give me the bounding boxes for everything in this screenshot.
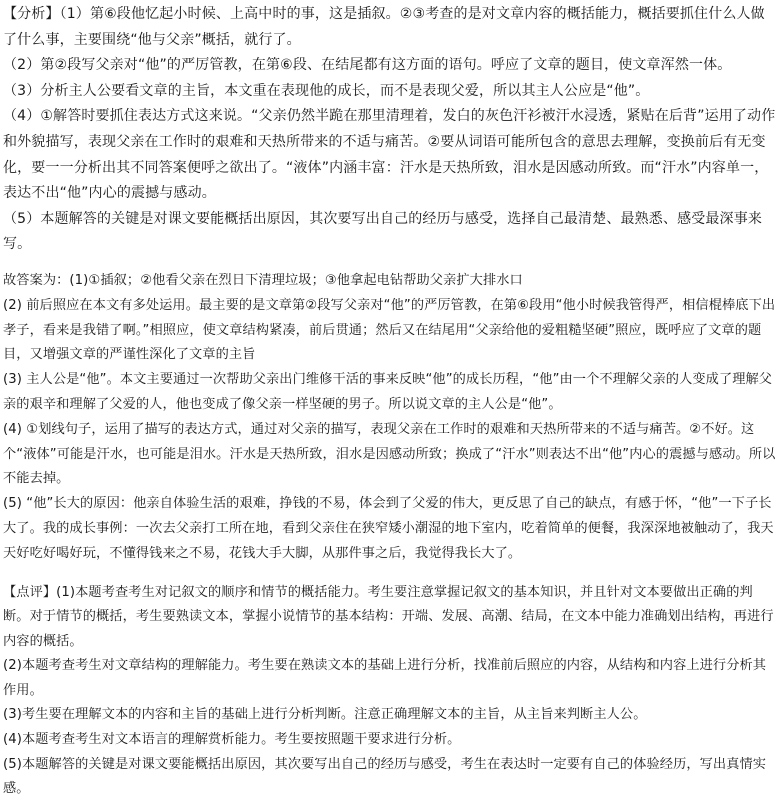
answer-paragraph-4: (4) ①划线句子，运用了描写的表达方式，通过对父亲的描写，表现父亲在工作时的艰难和天热所带来的不适与痛苦。②不好。这个“液体”可能是汗水，也可能是泪水。汗水是天热所致，泪水是因感动所致；换成了“汗水”则表达不出“他”内心的震撼与感动。所以不能去掉。 bbox=[3, 421, 776, 487]
comment-section bbox=[3, 581, 776, 802]
answer-paragraph-1: 故答案为：(1)①插叙；②他看父亲在烈日下清理垃圾；③他拿起电钻帮助父亲扩大排水口 bbox=[3, 272, 523, 288]
analysis-paragraph-2: （2）第②段写父亲对“他”的严厉管教，在第⑥段、在结尾都有这方面的语句。呼应了文章的题目，使文章浑然一体。 bbox=[3, 57, 732, 74]
section-gap bbox=[3, 258, 776, 269]
answer-section bbox=[3, 269, 776, 567]
analysis-section bbox=[3, 2, 776, 258]
analysis-paragraph-4: （4）①解答时要抓住表达方式这来说。“父亲仍然半跪在那里清理着，发白的灰色汗衫被汗水浸透，紧贴在后背”运用了动作和外貌描写，表现父亲在工作时的艰难和天热所带来的不适与痛苦。②要从词语可能所包含的意思去理解，变换前后有无变化，要一一分析出其不同答案便呼之欲出了。“液体”内涵丰富：汗水是天热所致，泪水是因感动所致。而“汗水”内容单一，表达不出“他”内心的震撼与感动。 bbox=[3, 108, 776, 202]
answer-paragraph-5: (5) “他”长大的原因：他亲自体验生活的艰难，挣钱的不易，体会到了父爱的伟大，更反思了自己的缺点，有感于怀，“他”一下子长大了。我的成长事例：一次去父亲打工所在地，看到父亲住在狭窄矮小潮湿的地下室内，吃着简单的便餐，我深深地被触动了，我天天好吃好喝好玩，不懂得钱来之不易，花钱大手大脚，从那件事之后，我觉得我长大了。 bbox=[3, 496, 774, 561]
comment-paragraph-1: 【点评】(1)本题考查考生对记叙文的顺序和情节的概括能力。考生要注意掌握记叙文的基本知识，并且针对文本要做出正确的判断。对于情节的概括，考生要熟读文本，掌握小说情节的基本结构：开端、发展、高潮、结局，在文本中能力准确划出结构，再进行内容的概括。 bbox=[3, 584, 774, 649]
analysis-paragraph-3: （3）分析主人公要看文章的主旨，本文重在表现他的成长，而不是表现父爱，所以其主人公应是“他”。 bbox=[3, 82, 650, 99]
comment-paragraph-3: (3)考生要在理解文本的内容和主旨的基础上进行分析判断。注意正确理解文本的主旨，从主旨来判断主人公。 bbox=[3, 707, 647, 723]
answer-paragraph-3: (3) 主人公是“他”。本文主要通过一次帮助父亲出门维修干活的事来反映“他”的成长历程，“他”由一个不理解父亲的人变成了理解父亲的艰辛和理解了父爱的人，他也变成了像父亲一样坚硬的男子。所以说文章的主人公是“他”。 bbox=[3, 372, 773, 412]
section-gap bbox=[3, 567, 776, 581]
analysis-paragraph-1: 【分析】（1）第⑥段他忆起小时候、上高中时的事，这是插叙。②③考查的是对文章内容的概括能力，概括要抓住什么人做了什么事，主要围绕“他与父亲”概括，就行了。 bbox=[3, 6, 765, 48]
answer-paragraph-2: (2) 前后照应在本文有多处运用。最主要的是文章第②段写父亲对“他”的严厉管教，在第⑥段用“他小时候我管得严，相信棍棒底下出孝子，看来是我错了啊。”相照应，使文章结构紧凑，前后贯通；然后又在结尾用“父亲给他的爱粗糙坚硬”照应，既呼应了文章的题目，又增强文章的严谨性深化了文章的主旨 bbox=[3, 297, 776, 363]
comment-paragraph-5: (5)本题解答的关键是对课文要能概括出原因，其次要写出自己的经历与感受，考生在表达时一定要有自己的体验经历，写出真情实感。 bbox=[3, 756, 767, 797]
comment-paragraph-2: (2)本题考查考生对文章结构的理解能力。考生要在熟读文本的基础上进行分析，找准前后照应的内容，从结构和内容上进行分析其作用。 bbox=[3, 658, 767, 698]
comment-paragraph-4: (4)本题考查考生对文本语言的理解赏析能力。考生要按照题干要求进行分析。 bbox=[3, 732, 461, 748]
analysis-paragraph-5: （5）本题解答的关键是对课文要能概括出原因，其次要写出自己的经历与感受，选择自己最清楚、最熟悉、感受最深事来写。 bbox=[3, 210, 763, 253]
